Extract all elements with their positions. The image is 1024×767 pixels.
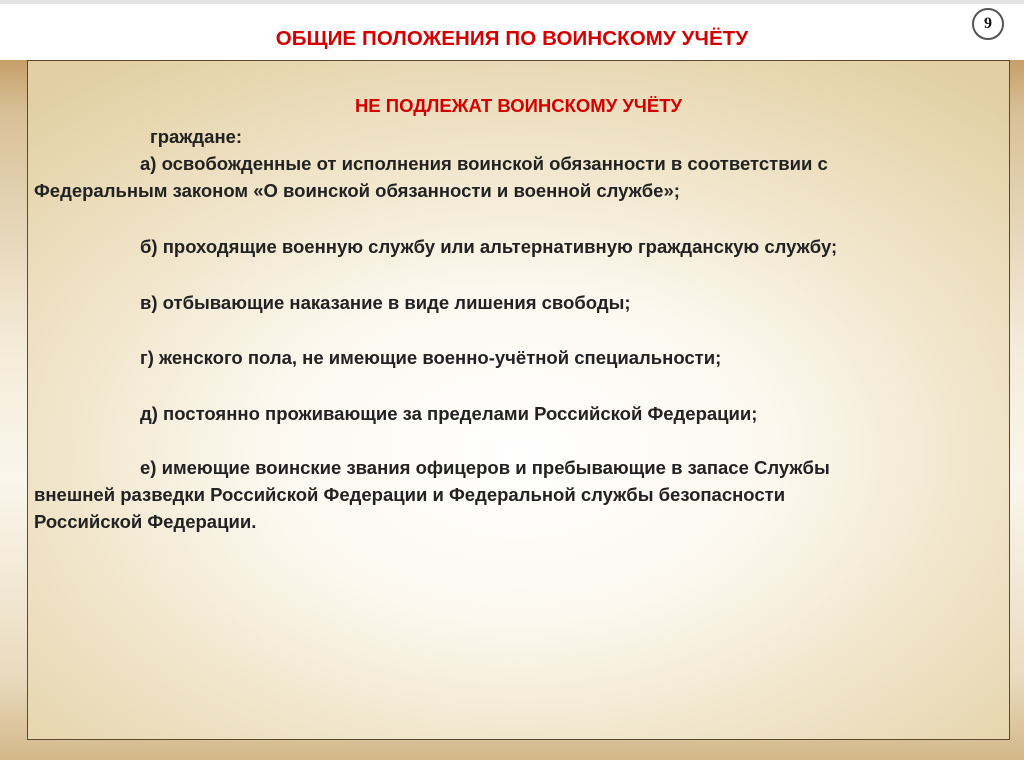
intro-text: граждане: bbox=[150, 126, 243, 147]
list-item-c: в) отбывающие наказание в виде лишения свободы; bbox=[140, 292, 631, 313]
list-item-f-line3: Российской Федерации. bbox=[34, 511, 257, 532]
list-item-d: г) женского пола, не имеющие военно-учётной специальности; bbox=[140, 347, 722, 368]
content-box bbox=[27, 60, 1010, 740]
slide-title: ОБЩИЕ ПОЛОЖЕНИЯ ПО ВОИНСКОМУ УЧЁТУ bbox=[275, 27, 749, 50]
top-border bbox=[0, 0, 1024, 4]
page-number-badge: 9 bbox=[972, 8, 1004, 40]
content-heading: НЕ ПОДЛЕЖАТ ВОИНСКОМУ УЧЁТУ bbox=[354, 95, 683, 116]
list-item-b: б) проходящие военную службу или альтернативную гражданскую службу; bbox=[140, 236, 838, 257]
list-item-e: д) постоянно проживающие за пределами Российской Федерации; bbox=[140, 403, 758, 424]
list-item-a-line2: Федеральным законом «О воинской обязанности и военной службе»; bbox=[34, 180, 680, 201]
list-item-f-line2: внешней разведки Российской Федерации и Федеральной службы безопасности bbox=[34, 484, 786, 505]
list-item-a-line1: а) освобожденные от исполнения воинской обязанности в соответствии с bbox=[140, 153, 828, 174]
list-item-f-line1: е) имеющие воинские звания офицеров и пребывающие в запасе Службы bbox=[140, 457, 830, 478]
